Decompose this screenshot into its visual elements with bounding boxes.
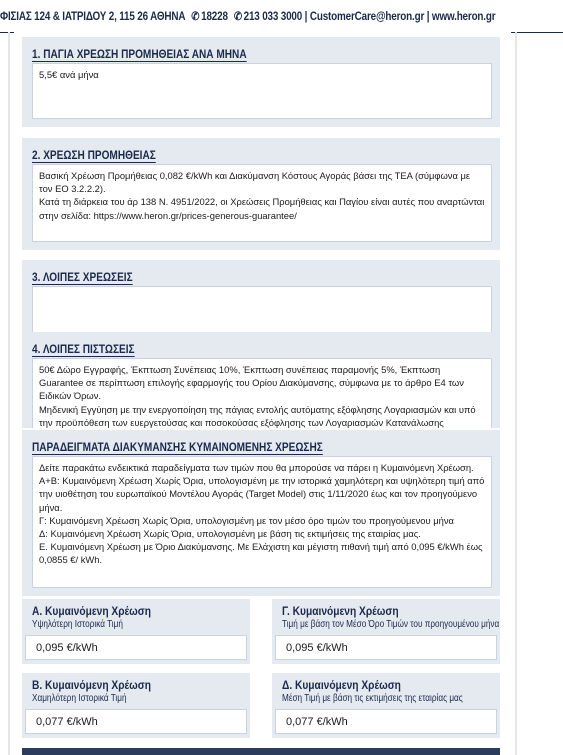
address: ΦΙΣΙΑΣ 124 & ΙΑΤΡΙΔΟΥ 2, 115 26 ΑΘΗΝΑ [0, 11, 186, 23]
body-line: Κατά τη διάρκεια του άρ 138 Ν. 4951/2022, οι Χρεώσεις Προμήθειας και Παγίου είναι αυτές που αναρτώνται στην σελίδα: https://www.heron.gr/prices-generous-guarantee/ [39, 196, 485, 221]
section-body [32, 456, 492, 588]
contact-line [0, 9, 495, 23]
card-subtitle: Χαμηλότερη Ιστορικά Τιμή [32, 693, 127, 704]
email[interactable]: CustomerCare@heron.gr [309, 11, 425, 23]
separator: | [304, 11, 308, 23]
separator: | [426, 11, 430, 23]
card-subtitle: Μέση Τιμή με βάση τις εκτιμήσεις της εταιρίας μας [282, 693, 463, 704]
card-highest-price [22, 599, 250, 664]
section-other-credits [22, 332, 500, 428]
body-line: Μηδενική Εγγύηση με την ενεργοποίηση της πάγιας εντολής αυτόματης εξόφλησης Λογαριασμών και υπό την προϋπόθεση των ευεργετούσας και ποσοκούσας εξόφλησης των Λογαριασμών Κατανάλωσης [39, 403, 476, 428]
section-title: 3. ΛΟΙΠΕΣ ΧΡΕΩΣΕΙΣ [32, 270, 133, 284]
body-line: Βασική Χρέωση Προμήθειας 0,082 €/kWh και Διακύμανση Κόστους Αγοράς βάσει της ΤΕΑ (σύμφωνα με τον ΕΟ 3.2.2.2). [39, 170, 471, 195]
card-estimated-price [272, 673, 500, 738]
phone-icon: ✆ [191, 11, 200, 23]
phone-number: 213 033 3000 [243, 11, 303, 23]
section-title: 4. ΛΟΙΠΕΣ ΠΙΣΤΩΣΕΙΣ [32, 342, 135, 356]
website[interactable]: www.heron.gr [431, 11, 496, 23]
contact-header [0, 0, 563, 33]
phone-icon: ✆ [233, 11, 242, 23]
footer-bar [22, 748, 500, 755]
card-value: 0,077 €/kWh [275, 709, 497, 734]
section-body [32, 358, 492, 428]
card-title: Α. Κυμαινόμενη Χρέωση [32, 604, 151, 618]
card-value: 0,077 €/kWh [25, 709, 247, 734]
body-line: Ε. Κυμαινόμενη Χρέωση με Όριο Διακύμανσης. Με Ελάχιστη και μέγιστη πιθανή τιμή από 0,095 €/kWh έως 0,0855 €/ kWh. [39, 541, 483, 566]
body-line: Α+Β: Κυμαινόμενη Χρέωση Χωρίς Όρια, υπολογισμένη με την ιστορικά χαμηλότερη και υψηλότερη τιμή από την υιοθέτηση του ευρωπαϊκού Μοντέλου Αγοράς (Target Model) στις 1/11/2020 έως και τον προηγούμενο μήνα. [39, 475, 485, 513]
section-supply-charge [22, 138, 500, 250]
body-line: 50€ Δώρο Εγγραφής, Έκπτωση Συνέπειας 10%, Έκπτωση συνέπειας παραμονής 5%, Έκπτωση Guarantee σε περίπτωση επιλογής εφαρμογής του Ορίου Διακύμανσης, σύμφωνα με το άρθρο Ε4 των Ειδικών Όρων. [39, 364, 464, 402]
short-phone: 18228 [201, 11, 228, 23]
card-subtitle: Τιμή με βάση τον Μέσο Όρο Τιμών του προηγουμένου μήνα [282, 619, 500, 630]
body-line: Δ: Κυμαινόμενη Χρέωση Χωρίς Όρια, υπολογισμένη με βάση τις εκτιμήσεις της εταιρίας μας. [39, 528, 421, 540]
card-title: Β. Κυμαινόμενη Χρέωση [32, 678, 151, 692]
card-value: 0,095 €/kWh [275, 635, 497, 660]
card-value: 0,095 €/kWh [25, 635, 247, 660]
section-title: 1. ΠΑΓΙΑ ΧΡΕΩΣΗ ΠΡΟΜΗΘΕΙΑΣ ΑΝΑ ΜΗΝΑ [32, 47, 247, 61]
section-variable-charge-examples [22, 430, 500, 596]
section-title: ΠΑΡΑΔΕΙΓΜΑΤΑ ΔΙΑΚΥΜΑΝΣΗΣ ΚΥΜΑΙΝΟΜΕΝΗΣ ΧΡΕΩΣΗΣ [32, 440, 323, 454]
card-title: Γ. Κυμαινόμενη Χρέωση [282, 604, 399, 618]
body-line: Γ: Κυμαινόμενη Χρέωση Χωρίς Όρια, υπολογισμένη με τον μέσο όρο τιμών του προηγούμενου μήνα [39, 514, 454, 526]
section-title: 2. ΧΡΕΩΣΗ ΠΡΟΜΗΘΕΙΑΣ [32, 148, 156, 162]
card-title: Δ. Κυμαινόμενη Χρέωση [282, 678, 401, 692]
document-page [14, 32, 511, 755]
body-line: Δείτε παρακάτω ενδεικτικά παραδείγματα των τιμών που θα μπορούσε να πάρει η Κυμαινόμενη Χρέωση. [39, 462, 474, 473]
section-monthly-fixed-charge [22, 37, 500, 127]
card-lowest-price [22, 673, 250, 738]
card-average-price [272, 599, 500, 664]
section-body [32, 164, 492, 242]
body-line: 5,5€ ανά μήνα [39, 69, 99, 80]
card-subtitle: Υψηλότερη Ιστορικά Τιμή [32, 619, 123, 630]
section-body [32, 63, 492, 119]
